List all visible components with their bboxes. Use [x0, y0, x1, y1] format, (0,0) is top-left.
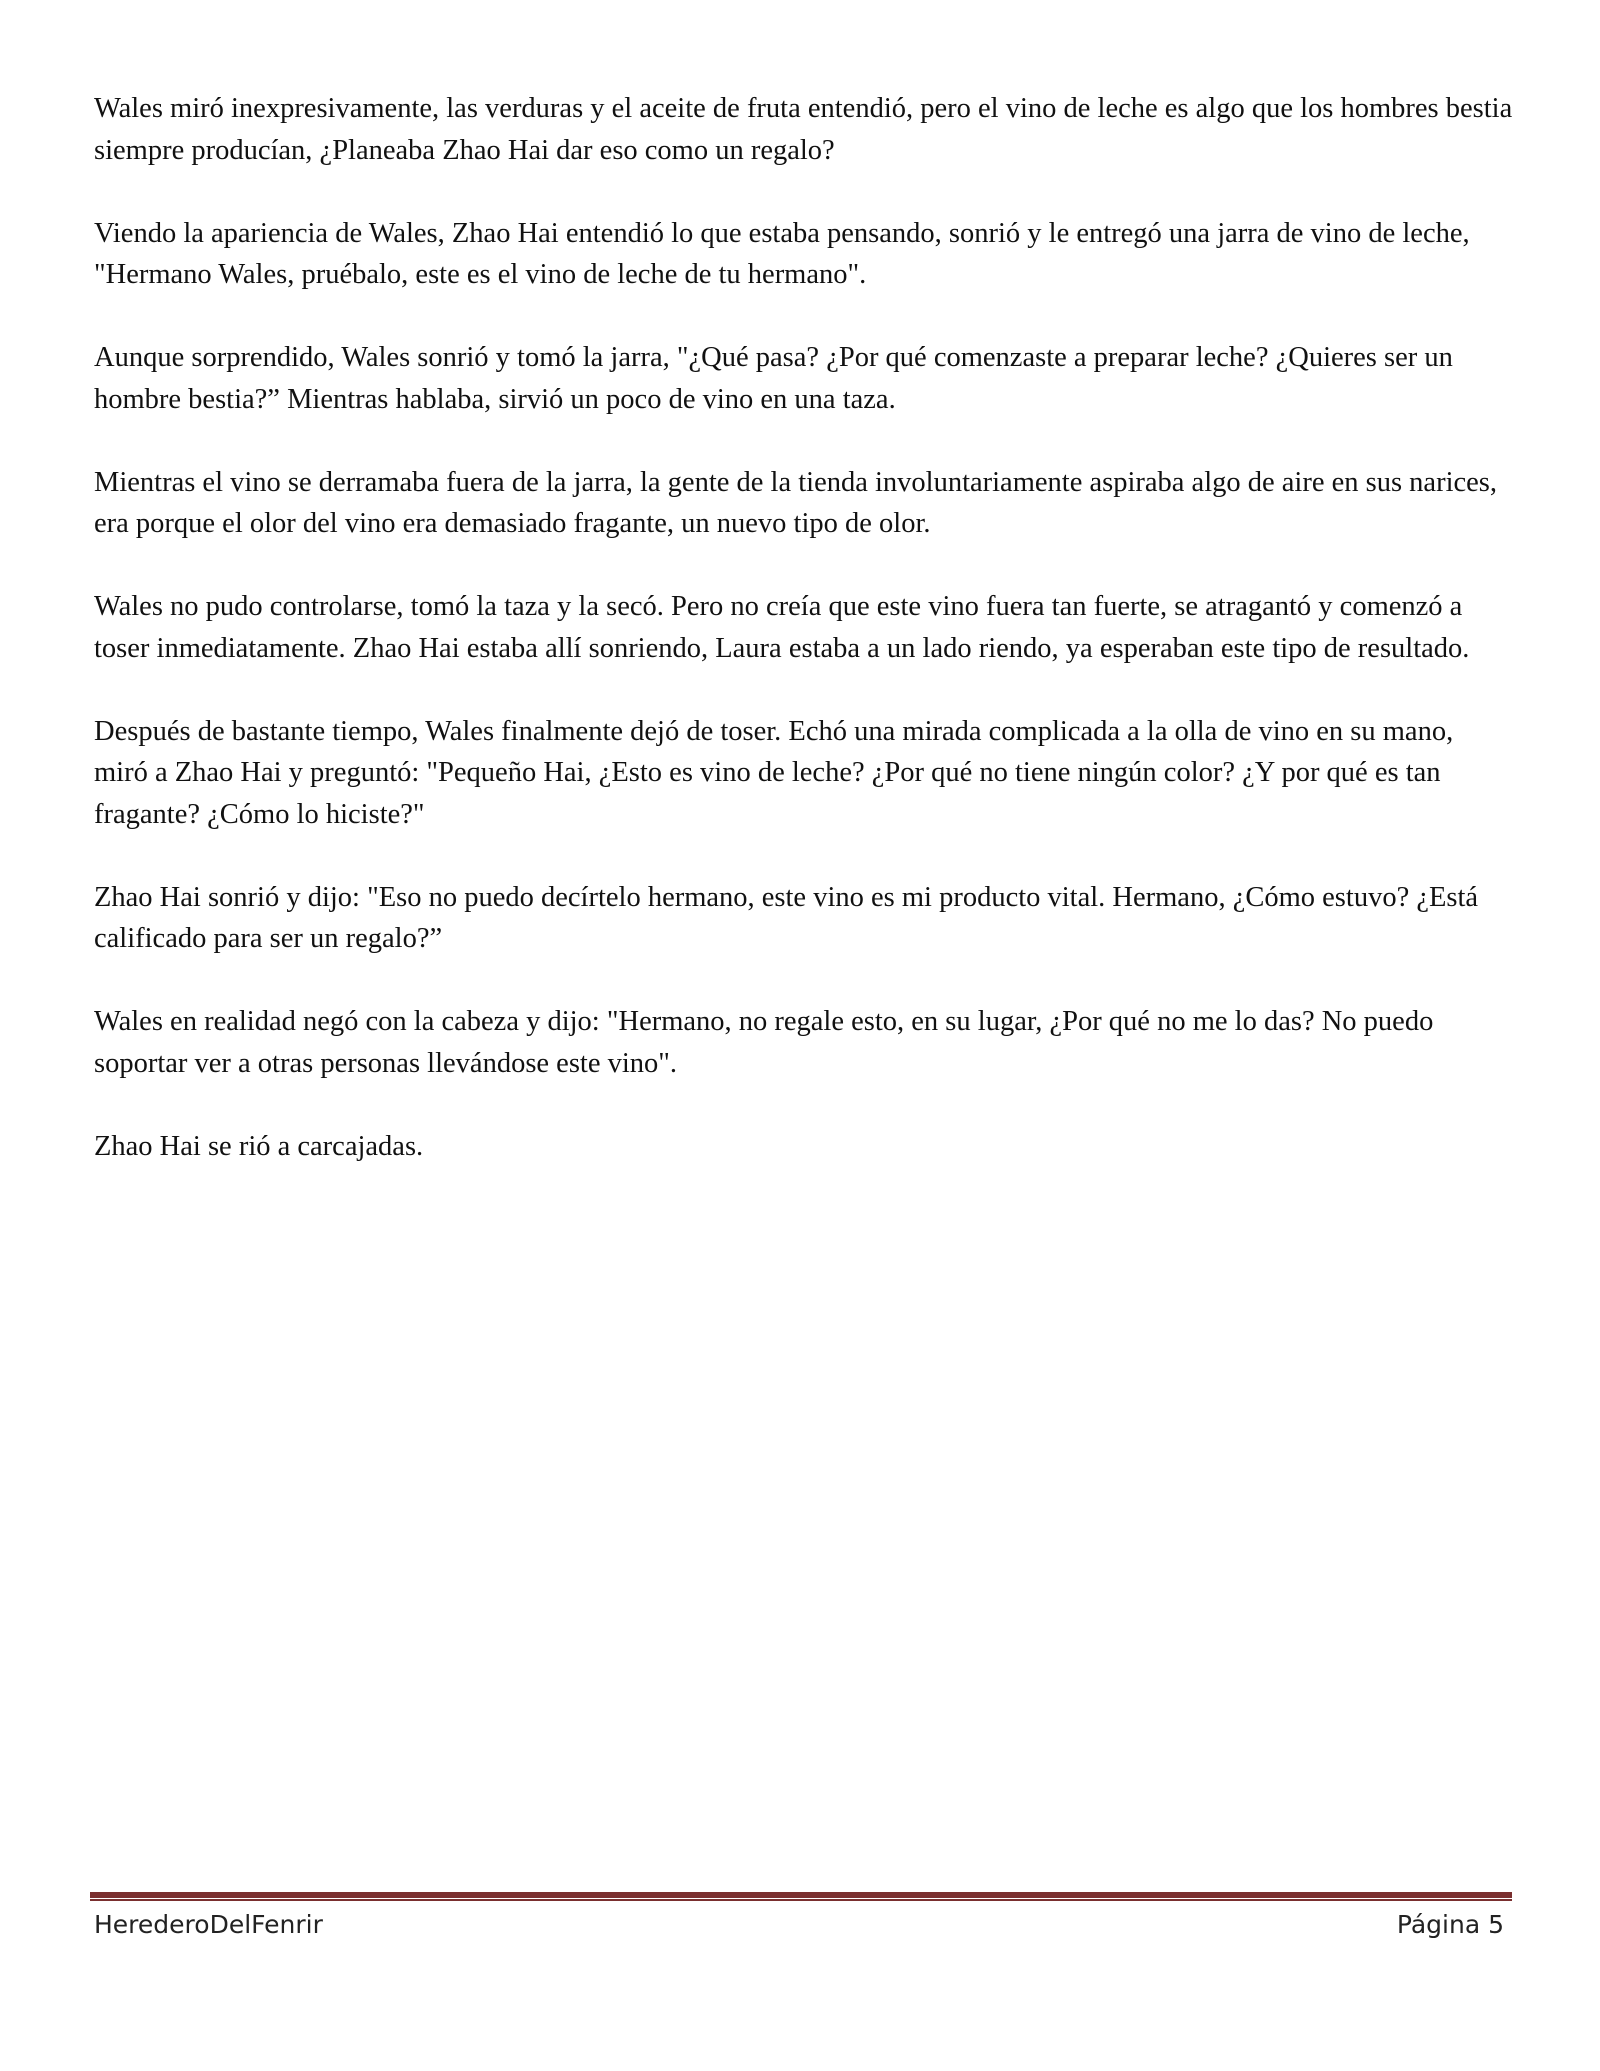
footer-author: HerederoDelFenrir: [94, 1910, 323, 1939]
paragraph: Aunque sorprendido, Wales sonrió y tomó la jarra, "¿Qué pasa? ¿Por qué comenzaste a preparar leche? ¿Quieres ser un hombre bestia?” Mientras hablaba, sirvió un poco de vino en una taza.: [94, 342, 1453, 415]
paragraph: Mientras el vino se derramaba fuera de la jarra, la gente de la tienda involuntariamente aspiraba algo de aire en sus narices, era porque el olor del vino era demasiado fragante, un nuevo tipo de olor.: [94, 466, 1497, 539]
paragraph: Viendo la apariencia de Wales, Zhao Hai entendió lo que estaba pensando, sonrió y le entregó una jarra de vino de leche, "Hermano Wales, pruébalo, este es el vino de leche de tu hermano".: [94, 217, 1470, 290]
paragraph: Después de bastante tiempo, Wales finalmente dejó de toser. Echó una mirada complicada a la olla de vino en su mano, miró a Zhao Hai y preguntó: "Pequeño Hai, ¿Esto es vino de leche? ¿Por qué no tiene ningún color? ¿Y por qué es tan fragante? ¿Cómo lo hiciste?": [94, 715, 1454, 830]
paragraph: Wales no pudo controlarse, tomó la taza y la secó. Pero no creía que este vino fuera tan fuerte, se atragantó y comenzó a toser inmediatamente. Zhao Hai estaba allí sonriendo, Laura estaba a un lado riendo, ya esperaban este tipo de resultado.: [94, 591, 1470, 664]
paragraph: Zhao Hai se rió a carcajadas.: [94, 1130, 424, 1162]
paragraph: Zhao Hai sonrió y dijo: "Eso no puedo decírtelo hermano, este vino es mi producto vital. Hermano, ¿Cómo estuvo? ¿Está calificado para ser un regalo?”: [94, 881, 1479, 954]
footer-divider: [90, 1892, 1512, 1901]
footer-page-number: Página 5: [1396, 1910, 1504, 1939]
paragraph: Wales en realidad negó con la cabeza y dijo: "Hermano, no regale esto, en su lugar, ¿Por qué no me lo das? No puedo soportar ver a otras personas llevándose este vino".: [94, 1006, 1434, 1079]
paragraph: Wales miró inexpresivamente, las verduras y el aceite de fruta entendió, pero el vino de leche es algo que los hombres bestia siempre producían, ¿Planeaba Zhao Hai dar eso como un regalo?: [94, 93, 1513, 166]
body-text: [94, 88, 1514, 1209]
footer-divider-thin-line: [90, 1899, 1512, 1901]
footer-divider-thick-line: [90, 1892, 1512, 1898]
